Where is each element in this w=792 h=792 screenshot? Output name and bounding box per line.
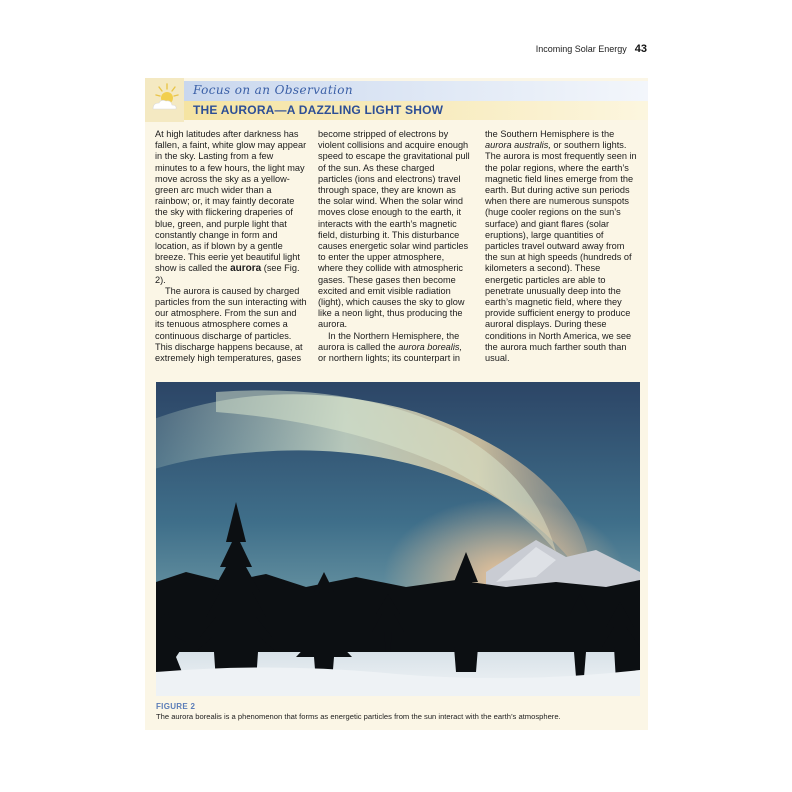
paragraph — [318, 331, 470, 365]
paragraph: become stripped of electrons by violent collisions and acquire enough speed to escape the gravitational pull of the sun. As these charged particles (ions and electrons) travel through space, they are known as the solar wind. When the solar wind moves close enough to the earth, it interacts with the earth’s magnetic field, disturbing it. This disturbance causes energetic solar wind particles to enter the upper atmosphere, where they collide with atmospheric gases. These gases then become excited and emit visible radiation (light), which causes the sky to glow like a neon light, thus producing the aurora. — [318, 129, 470, 330]
column-2 — [318, 129, 470, 364]
paragraph — [155, 129, 307, 286]
focus-box — [145, 78, 648, 730]
box-title: THE AURORA—A DAZZLING LIGHT SHOW — [193, 103, 444, 117]
italic-term: aurora borealis, — [398, 341, 463, 352]
box-kicker: Focus on an Observation — [193, 83, 354, 97]
running-title: Incoming Solar Energy — [535, 44, 627, 54]
page-number: 43 — [634, 43, 647, 55]
paragraph — [485, 129, 637, 364]
text-run: or northern lights; its counterpart in — [318, 353, 460, 364]
paragraph: The aurora is caused by charged particles from the sun interacting with our atmosphere. From the sun and its tenuous atmosphere comes a continuous discharge of particles. This discharge happens because, at extremely high temperatures, gases — [155, 285, 307, 364]
italic-term: aurora australis, — [485, 140, 551, 151]
text-run: At high latitudes after darkness has fallen, a faint, white glow may appear in the sky. Lasting from a few minutes to a few hours, the light may move across the sky as a yellow-green arc much wider than a rainbow; or, it may faintly decorate the sky with flickering draperies of blue, green, and purple light that constantly change in form and location, as if blown by a gentle breeze. This eerie yet beautiful light show is called the — [155, 129, 307, 274]
figure-caption: The aurora borealis is a phenomenon that forms as energetic particles from the sun interact with the earth’s atmosphere. — [156, 712, 561, 721]
sun-cloud-icon — [145, 78, 184, 122]
box-banner — [145, 78, 648, 122]
text-run: or southern lights. The aurora is most frequently seen in the polar regions, where the earth’s magnetic field lines emerge from the earth. But during active sun periods when there are numerous sunspots (huge cooler regions on the sun’s surface) and giant flares (solar eruptions), large quantities of particles travel outward away from the sun at high speeds (hundreds of kilometers a second). These energetic particles are able to penetrate unusually deep into the earth’s magnetic field, where they provide sufficient energy to produce auroral displays. During these conditions in North America, we see the aurora much farther south than usual. — [485, 140, 637, 364]
aurora-photo — [156, 382, 640, 696]
column-3 — [485, 129, 637, 364]
text-run: In the Northern Hemisphere, the aurora is called the — [318, 330, 460, 352]
figure-label: FIGURE 2 — [156, 702, 196, 711]
article-columns — [155, 129, 639, 377]
text-run: (see Fig. 2). — [155, 263, 300, 285]
running-header — [536, 43, 647, 55]
column-1 — [155, 129, 307, 364]
key-term: aurora — [230, 263, 262, 275]
text-run: the Southern Hemisphere is the — [485, 129, 615, 139]
